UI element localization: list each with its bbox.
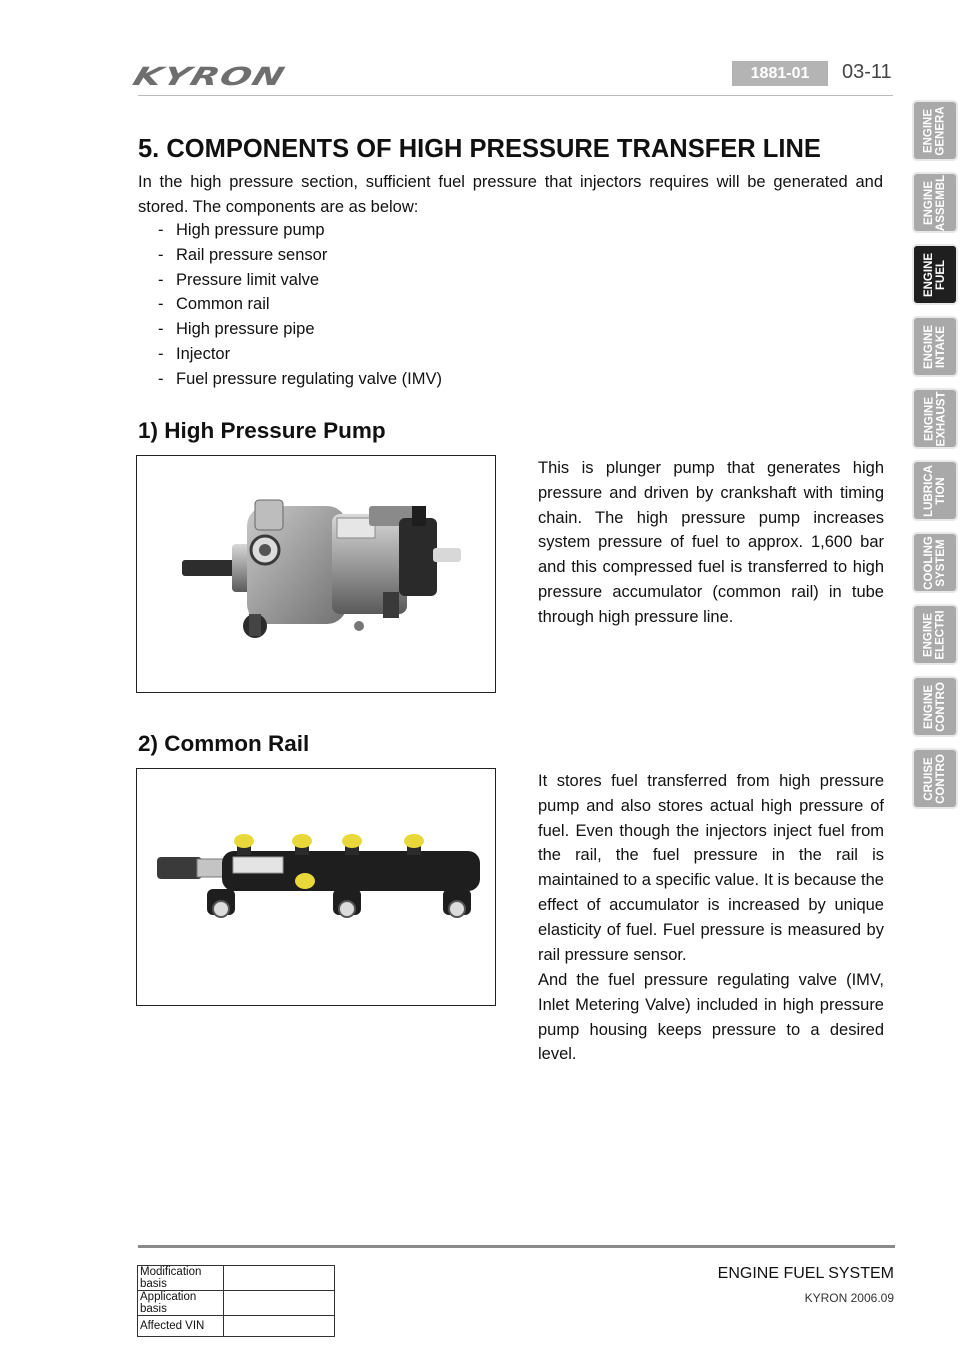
tab-label: ENGINE GENERA bbox=[923, 105, 948, 156]
page-number: 03-11 bbox=[842, 61, 892, 83]
list-item bbox=[158, 367, 442, 392]
tab-label: COOLING SYSTEM bbox=[923, 535, 948, 590]
list-item-label: Pressure limit valve bbox=[176, 270, 320, 289]
bullet-dash: - bbox=[158, 245, 164, 264]
bullet-dash: - bbox=[158, 270, 164, 289]
tab-cruise-control[interactable] bbox=[912, 748, 958, 809]
list-item-label: Common rail bbox=[176, 295, 270, 314]
common-rail-image bbox=[137, 769, 494, 1004]
section-title: 5. COMPONENTS OF HIGH PRESSURE TRANSFER LINE bbox=[138, 135, 821, 163]
list-item bbox=[158, 268, 442, 293]
tab-engine-assembly[interactable] bbox=[912, 172, 958, 233]
table-cell-value bbox=[224, 1316, 335, 1337]
table-row bbox=[138, 1316, 335, 1337]
tab-lubrication[interactable] bbox=[912, 460, 958, 521]
tab-engine-fuel[interactable] bbox=[912, 244, 958, 305]
bullet-dash: - bbox=[158, 369, 164, 388]
tab-label: ENGINE EXHAUST bbox=[923, 391, 948, 446]
components-list bbox=[158, 218, 442, 392]
kyron-logo: KYRON bbox=[129, 62, 290, 91]
list-item bbox=[158, 292, 442, 317]
list-item bbox=[158, 317, 442, 342]
bullet-dash: - bbox=[158, 344, 164, 363]
pump-heading: 1) High Pressure Pump bbox=[138, 418, 386, 443]
footer-title: ENGINE FUEL SYSTEM bbox=[717, 1265, 894, 1282]
footer-subtitle: KYRON 2006.09 bbox=[804, 1291, 894, 1305]
list-item-label: Fuel pressure regulating valve (IMV) bbox=[176, 369, 442, 388]
list-item bbox=[158, 218, 442, 243]
table-row bbox=[138, 1266, 335, 1291]
table-cell-label: Application basis bbox=[138, 1291, 224, 1316]
table-cell-label: Modification basis bbox=[138, 1266, 224, 1291]
header-divider bbox=[138, 95, 893, 96]
bullet-dash: - bbox=[158, 320, 164, 339]
high-pressure-pump-image bbox=[137, 456, 494, 691]
list-item bbox=[158, 342, 442, 367]
tab-engine-exhaust[interactable] bbox=[912, 388, 958, 449]
bullet-dash: - bbox=[158, 221, 164, 239]
list-item-label: Rail pressure sensor bbox=[176, 245, 328, 264]
tab-label: ENGINE ELECTRI bbox=[923, 609, 948, 660]
table-cell-value bbox=[224, 1291, 335, 1316]
bullet-dash: - bbox=[158, 295, 164, 314]
tab-label: ENGINE CONTRO bbox=[923, 681, 947, 732]
table-row bbox=[138, 1291, 335, 1316]
rail-heading: 2) Common Rail bbox=[138, 731, 310, 756]
list-item-label: Injector bbox=[176, 344, 231, 363]
pump-photo bbox=[136, 455, 496, 693]
modification-basis-table bbox=[137, 1265, 335, 1337]
tab-label: CRUISE CONTRO bbox=[923, 753, 947, 804]
tab-label: ENGINE INTAKE bbox=[923, 324, 947, 369]
tab-engine-control[interactable] bbox=[912, 676, 958, 737]
table-cell-label: Affected VIN bbox=[138, 1316, 224, 1337]
rail-imv-description: And the fuel pressure regulating valve (IMV, Inlet Metering Valve) included in high pressure pump housing keeps pressure to a desired level. bbox=[538, 971, 884, 1064]
tab-label: ENGINE ASSEMBL bbox=[923, 174, 948, 231]
table-cell-value bbox=[224, 1266, 335, 1291]
list-item-label: High pressure pipe bbox=[176, 320, 315, 339]
list-item bbox=[158, 243, 442, 268]
rail-description: It stores fuel transferred from high pressure pump and also stores actual high pressure of fuel. Even though the injectors inject fuel from the rail, the fuel pressure in the rail is maintained to a specific value. It is because the effect of accumulator is increased by unique elasticity of fuel. Fuel pressure is measured by rail pressure sensor. bbox=[538, 772, 884, 964]
tab-label: LUBRICA TION bbox=[923, 464, 947, 517]
list-item-label: High pressure pump bbox=[176, 221, 325, 239]
rail-photo bbox=[136, 768, 496, 1006]
tab-engine-electrical[interactable] bbox=[912, 604, 958, 665]
tab-label: ENGINE FUEL bbox=[923, 252, 947, 297]
footer-divider bbox=[138, 1245, 895, 1248]
section-code-badge: 1881-01 bbox=[732, 61, 828, 86]
tab-engine-general[interactable] bbox=[912, 100, 958, 161]
tab-engine-intake[interactable] bbox=[912, 316, 958, 377]
pump-description: This is plunger pump that generates high pressure and driven by crankshaft with timing chain. The high pressure pump increases system pressure of fuel to approx. 1,600 bar and this compressed fuel is transferred to high pressure accumulator (common rail) in tube through high pressure line. bbox=[538, 459, 884, 626]
intro-paragraph: In the high pressure section, sufficient fuel pressure that injectors requires will be generated and stored. The components are as below: bbox=[138, 173, 883, 216]
tab-cooling-system[interactable] bbox=[912, 532, 958, 593]
